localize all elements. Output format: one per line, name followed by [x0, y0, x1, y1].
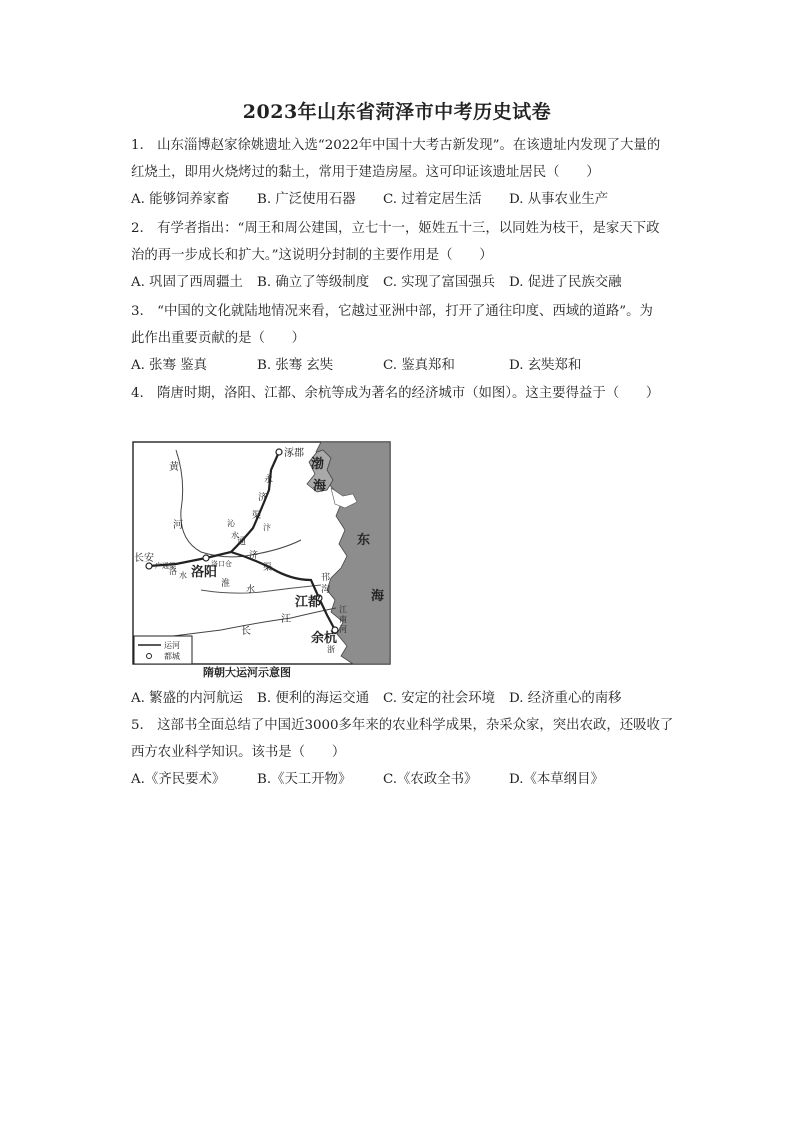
- label-guangtong: 广通渠: [155, 562, 176, 570]
- question-5-line-2: 西方农业科学知识。该书是（ ）: [131, 745, 346, 760]
- label-huaishui-2: 水: [246, 585, 256, 595]
- question-3-line-1: 3. “中国的文化就陆地情况来看，它越过亚洲中部，打开了通往印度、西域的道路”。为: [131, 304, 653, 319]
- label-jiangdu: 江都: [295, 595, 322, 610]
- map-caption: 隋朝大运河示意图: [203, 666, 291, 678]
- zhuojun-marker: [276, 449, 282, 455]
- label-tongji-3: 渠: [263, 563, 273, 573]
- question-5-options: [131, 771, 604, 789]
- label-yongji-3: 渠: [252, 511, 262, 521]
- question-3-line-2: 此作出重要贡献的是（ ）: [131, 331, 306, 346]
- label-bohai-2: 海: [313, 479, 327, 494]
- question-1-option-d[interactable]: D. 从事农业生产: [509, 192, 609, 207]
- label-tongji-2: 济: [249, 551, 259, 561]
- luoyang-marker: [203, 555, 209, 561]
- legend-canal-label: 运河: [164, 641, 180, 650]
- label-luoshui-2: 水: [179, 571, 187, 580]
- question-1-line-2: 红烧土，即用火烧烤过的黏土，常用于建造房屋。这可印证该遗址居民（ ）: [131, 165, 600, 180]
- label-zhejiang: 浙: [327, 645, 335, 654]
- question-4-line-1: 4. 隋唐时期，洛阳、江都、余杭等成为著名的经济城市（如图）。这主要得益于（ ）: [131, 386, 660, 401]
- question-5-option-a[interactable]: A.《齐民要术》: [131, 772, 226, 787]
- question-5-option-b[interactable]: B.《天工开物》: [257, 772, 352, 787]
- question-1-option-b[interactable]: B. 广泛使用石器: [257, 192, 356, 207]
- label-changan: 长安: [134, 553, 154, 564]
- label-tongji-1: 通: [237, 537, 247, 547]
- exam-title: 2023年山东省菏泽市中考历史试卷: [242, 101, 552, 123]
- label-jiangnanhe-3: 河: [339, 625, 347, 634]
- question-1-options: [131, 191, 608, 209]
- question-2-option-c[interactable]: C. 实现了富国强兵: [383, 275, 496, 290]
- question-2-option-b[interactable]: B. 确立了等级制度: [257, 275, 370, 290]
- label-bian: 汴: [263, 523, 271, 532]
- label-yongji-2: 济: [258, 493, 268, 503]
- label-donghai-2: 海: [371, 589, 385, 604]
- label-donghai-1: 东: [357, 533, 371, 548]
- label-luoyang: 洛阳: [191, 565, 218, 580]
- label-hangou-2: 沟: [321, 585, 331, 595]
- legend-capital-label: 都城: [164, 652, 180, 661]
- label-qinshui-1: 沁: [227, 519, 235, 528]
- question-4-option-b[interactable]: B. 便利的海运交通: [257, 691, 370, 706]
- label-huaishui-1: 淮: [221, 579, 231, 589]
- question-1-option-c[interactable]: C. 过着定居生活: [383, 192, 482, 207]
- label-luokoucang: 洛口仓: [211, 560, 232, 568]
- question-5-line-1: 5. 这部书全面总结了中国近3000多年来的农业科学成果，杂采众家，突出农政，还吸收了: [131, 718, 674, 733]
- question-1-line-1: 1. 山东淄博赵家徐姚遗址入选“2022年中国十大考古新发现”。在该遗址内发现了大量的: [131, 138, 661, 153]
- question-2-options: [131, 274, 622, 292]
- question-4-option-a[interactable]: A. 繁盛的内河航运: [131, 691, 243, 706]
- label-jiangnanhe-2: 南: [339, 615, 347, 624]
- question-4-option-d[interactable]: D. 经济重心的南移: [509, 691, 622, 706]
- label-zhuojun: 涿郡: [284, 448, 304, 459]
- question-3-option-d[interactable]: D. 玄奘郑和: [509, 358, 582, 373]
- grand-canal-map: [131, 440, 394, 678]
- question-5-option-c[interactable]: C.《农政全书》: [383, 772, 478, 787]
- label-huanghe-1: 黄: [169, 462, 179, 473]
- label-hangou-1: 邗: [321, 573, 331, 583]
- question-5-option-d[interactable]: D.《本草纲目》: [509, 772, 604, 787]
- label-yongji-1: 永: [264, 475, 274, 485]
- legend-capital-marker: [147, 654, 152, 659]
- question-2-line-2: 治的再一步成长和扩大。”这说明分封制的主要作用是（ ）: [131, 248, 493, 263]
- question-3-option-b[interactable]: B. 张骞 玄奘: [257, 358, 334, 373]
- question-4-options: [131, 690, 622, 708]
- label-yuhang: 余杭: [311, 631, 338, 646]
- map-legend: [134, 636, 192, 664]
- question-4-option-c[interactable]: C. 安定的社会环境: [383, 691, 496, 706]
- question-3-option-c[interactable]: C. 鉴真郑和: [383, 358, 455, 373]
- question-2-option-a[interactable]: A. 巩固了西周疆土: [131, 275, 243, 290]
- question-2-option-d[interactable]: D. 促进了民族交融: [509, 275, 622, 290]
- label-jiangnanhe-1: 江: [339, 605, 347, 614]
- label-bohai-1: 渤: [311, 457, 325, 472]
- label-huanghe-2: 河: [173, 520, 183, 531]
- question-2-line-1: 2. 有学者指出：“周王和周公建国，立七十一，姬姓五十三，以同姓为枝干，是家天下政: [131, 221, 660, 236]
- label-luoshui-1: 洛: [169, 567, 177, 576]
- label-changjiang-1: 长: [241, 626, 251, 637]
- label-qinshui-2: 水: [231, 531, 239, 540]
- label-changjiang-2: 江: [281, 614, 291, 625]
- question-3-option-a[interactable]: A. 张骞 鉴真: [131, 358, 208, 373]
- question-3-options: [131, 357, 581, 375]
- question-1-option-a[interactable]: A. 能够饲养家畜: [131, 192, 230, 207]
